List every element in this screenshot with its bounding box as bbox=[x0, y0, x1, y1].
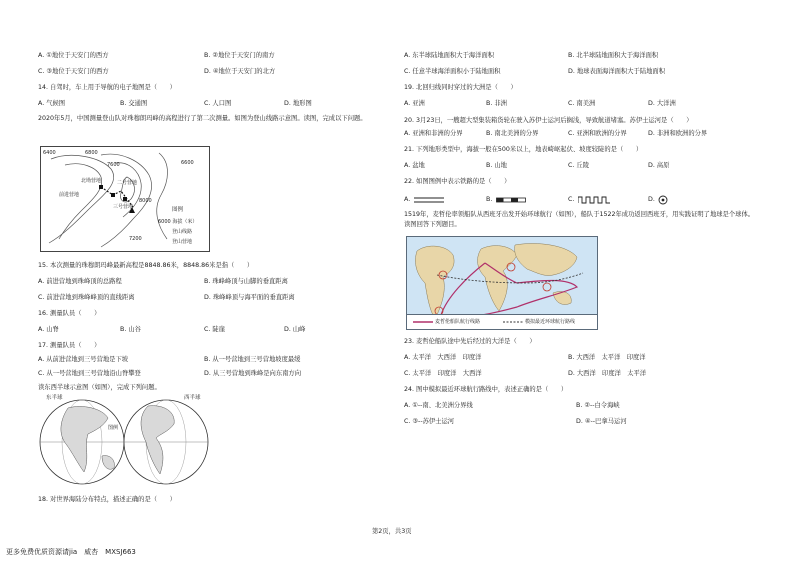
question-19: 19. 北回归线同时穿过的大洲是（ ） bbox=[404, 84, 517, 91]
question-15: 15. 本次测量的珠穆朗玛峰最新高程是8848.86米，8848.86米是指（ ） bbox=[38, 262, 254, 269]
q16-option-a: A. 山脊 bbox=[38, 326, 59, 333]
q19-option-d: D. 大洋洲 bbox=[648, 100, 676, 107]
legend-title: 图例 bbox=[172, 207, 184, 213]
q19-option-a: A. 亚洲 bbox=[404, 100, 425, 107]
contour-label-6600: 6600 bbox=[181, 160, 194, 166]
q23-option-b: B. 大西洋 太平洋 印度洋 bbox=[568, 354, 646, 361]
q15-option-c: C. 前进营地到珠峰峰顶的直线距离 bbox=[38, 294, 135, 301]
legend-magellan-route: 麦哲伦船队航行线路 bbox=[435, 319, 481, 325]
q24-option-d: D. ④--巴拿马运河 bbox=[576, 418, 627, 425]
question-17: 17. 测量队员（ ） bbox=[38, 342, 101, 349]
magellan-map-legend bbox=[406, 314, 598, 330]
q22-option-d: D. bbox=[648, 196, 655, 203]
q24-option-a: A. ①--南、北美洲分界线 bbox=[404, 402, 473, 409]
symbol-wall-icon bbox=[578, 195, 610, 205]
everest-map-legend bbox=[158, 206, 216, 250]
q19-option-b: B. 非洲 bbox=[486, 100, 507, 107]
q22-option-c: C. bbox=[568, 196, 575, 203]
label-eastern-hemisphere: 东半球 bbox=[46, 395, 63, 401]
q24-option-c: C. ③--苏伊士运河 bbox=[404, 418, 455, 425]
q17-option-a: A. 从前进营地到三号营地是下坡 bbox=[38, 356, 129, 363]
q14-option-c: C. 人口图 bbox=[204, 100, 232, 107]
question-24: 24. 图中模拟最近环球航行路线中，表述正确的是（ ） bbox=[404, 386, 568, 393]
q20-option-a: A. 亚洲和非洲的分界 bbox=[404, 130, 463, 137]
legend-route: 登山线路 bbox=[172, 229, 193, 235]
q20-option-b: B. 南北美洲的分界 bbox=[486, 130, 539, 137]
q21-option-a: A. 盆地 bbox=[404, 162, 425, 169]
q21-option-b: B. 山地 bbox=[486, 162, 507, 169]
q23-option-d: D. 大西洋 印度洋 太平洋 bbox=[568, 370, 647, 377]
q21-option-c: C. 丘陵 bbox=[568, 162, 589, 169]
q23-option-c: C. 太平洋 印度洋 大西洋 bbox=[404, 370, 482, 377]
hemisphere-legend: 图例 bbox=[108, 425, 119, 431]
hemisphere-map bbox=[38, 394, 210, 486]
label-camp-3: 三号营地 bbox=[113, 204, 134, 210]
q14-option-a: A. 气候图 bbox=[38, 100, 66, 107]
q14-option-b: B. 交通图 bbox=[120, 100, 148, 107]
q17-option-c: C. 从一号营地到三号营地沿山脊攀登 bbox=[38, 370, 141, 377]
q20-option-d: D. 非洲和欧洲的分界 bbox=[648, 130, 708, 137]
q14-option-d: D. 地形图 bbox=[284, 100, 312, 107]
q13-option-b: B. ②地位于天安门的南方 bbox=[204, 52, 275, 59]
q22-option-b: B. bbox=[486, 196, 493, 203]
intro-everest: 2020年5月，中国测量登山队对珠穆朗玛峰的高程进行了第二次测量。如图为登山线路示意图。读图，完成以下问题。 bbox=[38, 115, 367, 122]
intro-hemispheres: 读东西半球示意图（如图），完成下列问题。 bbox=[38, 384, 161, 391]
contour-label-7200: 7200 bbox=[129, 236, 142, 242]
legend-camp: 登山营地 bbox=[172, 239, 193, 245]
intro-magellan: 1519年，麦哲伦率领船队从西班牙出发开始环球航行（如图），船队于1522年成功返回西班牙，用实践证明了地球是个球体。读图回答下列题目。 bbox=[404, 211, 755, 228]
q18-option-a: A. 东半球陆地面积大于海洋面积 bbox=[404, 52, 495, 59]
q17-option-b: B. 从一号营地到三号营地坡度最缓 bbox=[204, 356, 301, 363]
footer-note: 更多免费优质资源请jia 威杏 MXSJ663 bbox=[6, 548, 136, 556]
question-14: 14. 自驾时，车上用于导航的电子地图是（ ） bbox=[38, 84, 176, 91]
symbol-railway-icon bbox=[496, 196, 526, 204]
q20-option-c: C. 亚洲和欧洲的分界 bbox=[568, 130, 627, 137]
symbol-double-line-icon bbox=[414, 196, 444, 204]
label-camp-2: 二号营地 bbox=[117, 180, 138, 186]
q13-option-a: A. ①地位于天安门的西方 bbox=[38, 52, 109, 59]
question-21: 21. 下列地形类型中，海拔一般在500米以上，地表崎岖起伏、坡度较陡的是（ ） bbox=[404, 146, 643, 153]
q23-option-a: A. 太平洋 大西洋 印度洋 bbox=[404, 354, 482, 361]
legend-magellan-line-icon bbox=[413, 319, 433, 325]
q22-option-a: A. bbox=[404, 196, 411, 203]
q15-option-b: B. 珠峰峰顶与山脚的垂直距离 bbox=[204, 278, 288, 285]
contour-label-6400: 6400 bbox=[43, 150, 56, 156]
q18-option-c: C. 任意半球海洋面积小于陆地面积 bbox=[404, 68, 501, 75]
q16-option-b: B. 山谷 bbox=[120, 326, 141, 333]
question-20: 20. 3月23日，一艘超大型集装箱货轮在驶入苏伊士运河后搁浅，导致航道堵塞。苏伊士运河是（ ） bbox=[404, 117, 693, 124]
label-western-hemisphere: 西半球 bbox=[184, 395, 201, 401]
label-north-col-camp: 北坳营地 bbox=[81, 178, 102, 184]
q21-option-d: D. 高原 bbox=[648, 162, 670, 169]
symbol-capital-icon bbox=[658, 195, 668, 205]
q15-option-d: D. 珠峰峰顶与海平面的垂直距离 bbox=[204, 294, 295, 301]
question-23: 23. 麦哲伦船队途中先后经过的大洋是（ ） bbox=[404, 338, 536, 345]
question-16: 16. 测量队员（ ） bbox=[38, 310, 101, 317]
question-22: 22. 如图图例中表示铁路的是（ ） bbox=[404, 178, 511, 185]
label-advance-camp: 前进营地 bbox=[59, 192, 80, 198]
legend-modern-route-icon bbox=[503, 319, 523, 325]
q19-option-c: C. 南美洲 bbox=[568, 100, 596, 107]
legend-modern-route: 模拟最近环球航行路线 bbox=[525, 319, 576, 325]
q18-option-d: D. 地球表面海洋面积大于陆地面积 bbox=[568, 68, 666, 75]
contour-label-6800: 6800 bbox=[85, 150, 98, 156]
hemispheres-graphic bbox=[38, 394, 210, 486]
q18-option-b: B. 北半球陆地面积大于海洋面积 bbox=[568, 52, 659, 59]
page-number: 第2页，共3页 bbox=[372, 528, 412, 535]
legend-elevation: 6000 海拔（米） bbox=[158, 219, 198, 225]
q16-option-d: D. 山峰 bbox=[284, 326, 306, 333]
q16-option-c: C. 陡崖 bbox=[204, 326, 225, 333]
q13-option-d: D. ④地位于天安门的北方 bbox=[204, 68, 276, 75]
contour-label-7600: 7600 bbox=[107, 162, 120, 168]
q15-option-a: A. 前进营地到珠峰顶的总路程 bbox=[38, 278, 122, 285]
question-18: 18. 对世界海陆分布特点，描述正确的是（ ） bbox=[38, 496, 176, 503]
q13-option-c: C. ③地位于天安门的西方 bbox=[38, 68, 109, 75]
q17-option-d: D. 从三号营地到珠峰是向东南方向 bbox=[204, 370, 302, 377]
q24-option-b: B. ②--白令海峡 bbox=[576, 402, 620, 409]
contour-label-8000: 8000 bbox=[139, 198, 152, 204]
